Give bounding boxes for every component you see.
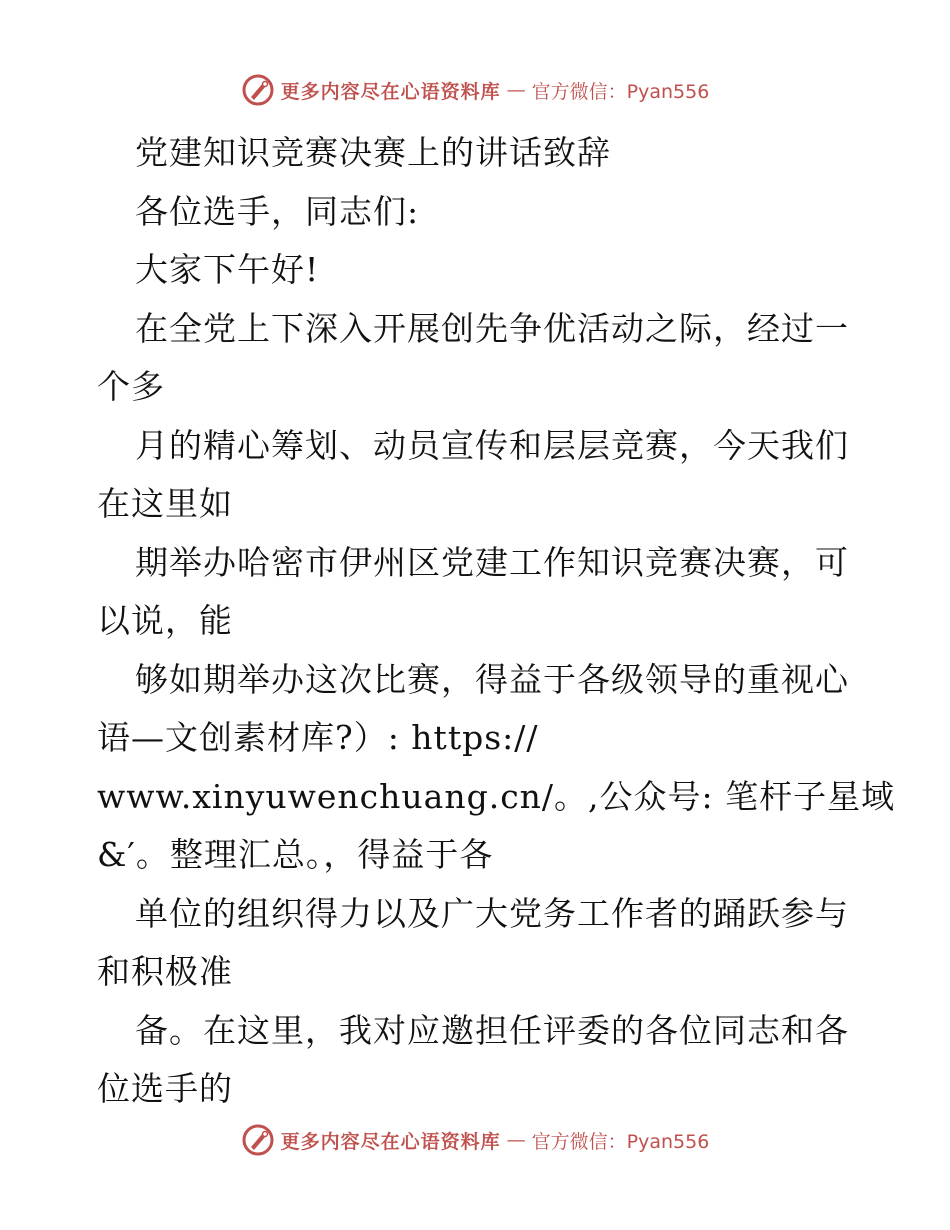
text-line: 在这里如 xyxy=(97,484,233,523)
document-body xyxy=(97,124,896,1119)
text-line: 备。在这里，我对应邀担任评委的各位同志和各 xyxy=(135,1010,849,1050)
text-line: 各位选手，同志们: xyxy=(135,191,420,231)
text-line: 和积极准 xyxy=(97,952,233,991)
document-title: 党建知识竞赛决赛上的讲话致辞 xyxy=(135,133,611,172)
footer-wechat-text: 官方微信：Pyan556 xyxy=(531,1130,710,1153)
text-line: 以说，能 xyxy=(97,601,233,640)
page-footer xyxy=(0,1120,950,1160)
text-line: &′。整理汇总。，得益于各 xyxy=(97,835,494,874)
text-line: www.xinyuwenchuang.cn/。,公众号: 笔杆子星域 xyxy=(97,776,896,816)
text-line: 期举办哈密市伊州区党建工作知识竞赛决赛，可 xyxy=(135,542,849,582)
text-line: 语—文创素材库?）: https:// xyxy=(97,718,539,757)
text-line: 够如期举办这次比赛，得益于各级领导的重视心 xyxy=(135,659,849,699)
header-dash: — xyxy=(506,79,526,101)
footer-brand-text: 更多内容尽在心语资料库 xyxy=(280,1130,501,1153)
text-line: 大家下午好! xyxy=(135,250,320,289)
text-line: 位选手的 xyxy=(97,1069,233,1108)
text-line: 在全党上下深入开展创先争优活动之际，经过一 xyxy=(135,308,849,348)
pen-seal-icon xyxy=(241,73,275,107)
text-line: 月的精心筹划、动员宣传和层层竞赛，今天我们 xyxy=(135,425,849,465)
footer-dash: — xyxy=(506,1129,526,1151)
header-wechat-text: 官方微信：Pyan556 xyxy=(531,80,710,103)
pen-seal-icon xyxy=(241,1123,275,1157)
text-line: 单位的组织得力以及广大党务工作者的踊跃参与 xyxy=(135,893,849,933)
text-line: 个多 xyxy=(97,367,165,406)
header-brand-text: 更多内容尽在心语资料库 xyxy=(280,80,501,103)
page-header xyxy=(0,70,950,110)
